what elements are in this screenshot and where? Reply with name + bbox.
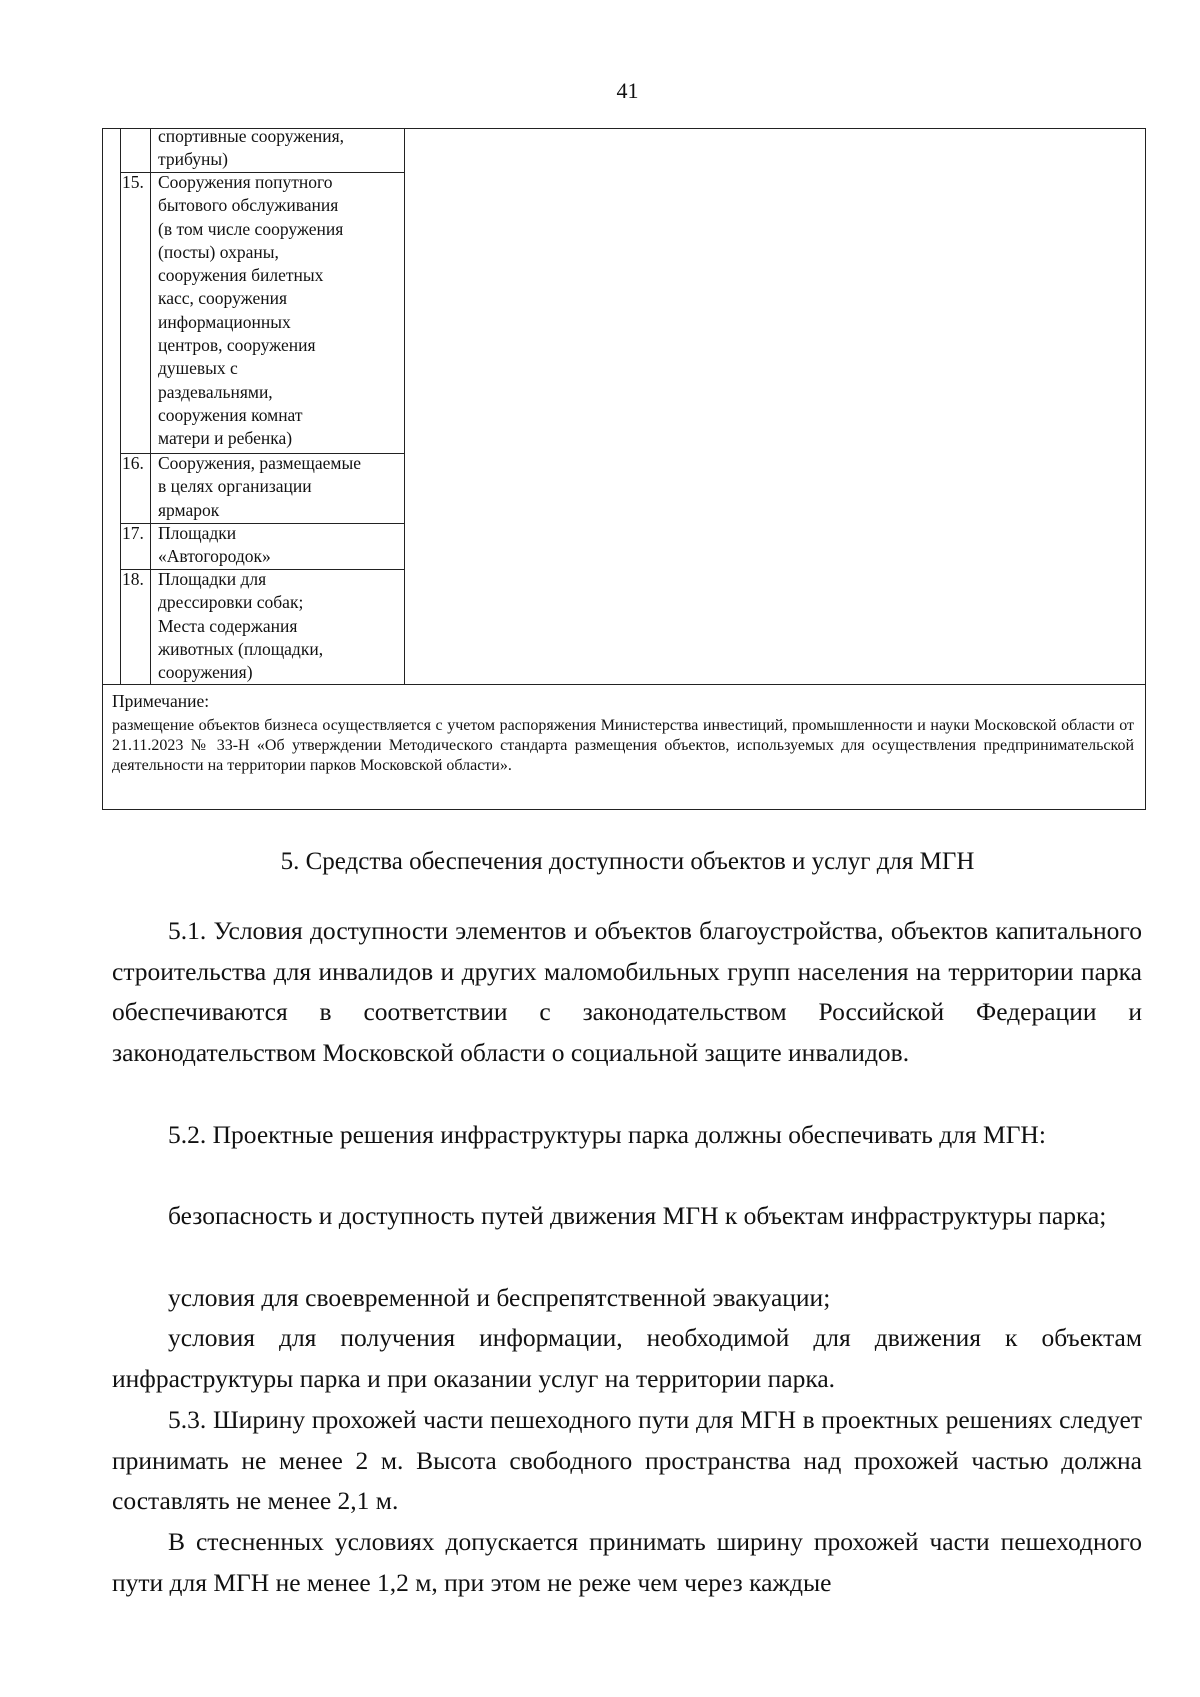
paragraph: 5.1. Условия доступности элементов и объектов благоустройства, объектов капитального строительства для инвалидов и других маломобильных групп населения на территории парка обеспечиваются в соответствии с законодательством Российской Федерации и законодательством Московской области о социальной защите инвалидов. <box>112 916 1142 1068</box>
table-note-title: Примечание: <box>112 691 210 711</box>
paragraph: условия для получения информации, необходимой для движения к объектам инфраструктуры парка и при оказании услуг на территории парка. <box>112 1323 1142 1393</box>
table-divider <box>120 128 121 684</box>
table-cell-number: 15. <box>122 172 144 192</box>
table-cell-number: 16. <box>122 453 144 473</box>
table-divider <box>404 128 405 684</box>
table-cell-object: Сооружения, размещаемые в целях организации ярмарок <box>158 453 362 520</box>
table-cell-object: Площадки «Автогородок» <box>158 523 271 567</box>
table-cell-number: 18. <box>122 569 144 589</box>
section-heading: 5. Средства обеспечения доступности объектов и услуг для МГН <box>280 848 975 875</box>
objects-table <box>102 128 1146 810</box>
table-cell-object: спортивные сооружения, трибуны) <box>158 126 345 170</box>
paragraph: В стесненных условиях допускается принимать ширину прохожей части пешеходного пути для МГН не менее 1,2 м, при этом не реже чем через каждые <box>112 1527 1142 1597</box>
table-note-text: размещение объектов бизнеса осуществляется с учетом распоряжения Министерства инвестиций, промышленности и науки Московской области от 21.11.2023 № 33-Н «Об утверждении Методического стандарта размещения объектов, используемых для осуществления предпринимательской деятельности на территории парков Московской области». <box>112 717 1134 774</box>
table-cell-number: 17. <box>122 523 144 543</box>
paragraph: 5.3. Ширину прохожей части пешеходного пути для МГН в проектных решениях следует принимать не менее 2 м. Высота свободного пространства над прохожей частью должна составлять не менее 2,1 м. <box>112 1405 1142 1516</box>
table-cell-object: Сооружения попутного бытового обслуживания (в том числе сооружения (посты) охраны, сооружения билетных касс, сооружения информационных центров, сооружения душевых с раздевальнями, сооружения комнат матери и ребенка) <box>158 172 344 449</box>
table-cell-object: Площадки для дрессировки собак; Места содержания животных (площадки, сооружения) <box>158 569 324 683</box>
table-divider <box>150 128 151 684</box>
paragraph: условия для своевременной и беспрепятственной эвакуации; <box>168 1283 831 1312</box>
paragraph: 5.2. Проектные решения инфраструктуры парка должны обеспечивать для МГН: <box>168 1120 1046 1149</box>
page-number: 41 <box>616 78 639 103</box>
paragraph: безопасность и доступность путей движения МГН к объектам инфраструктуры парка; <box>168 1201 1107 1230</box>
